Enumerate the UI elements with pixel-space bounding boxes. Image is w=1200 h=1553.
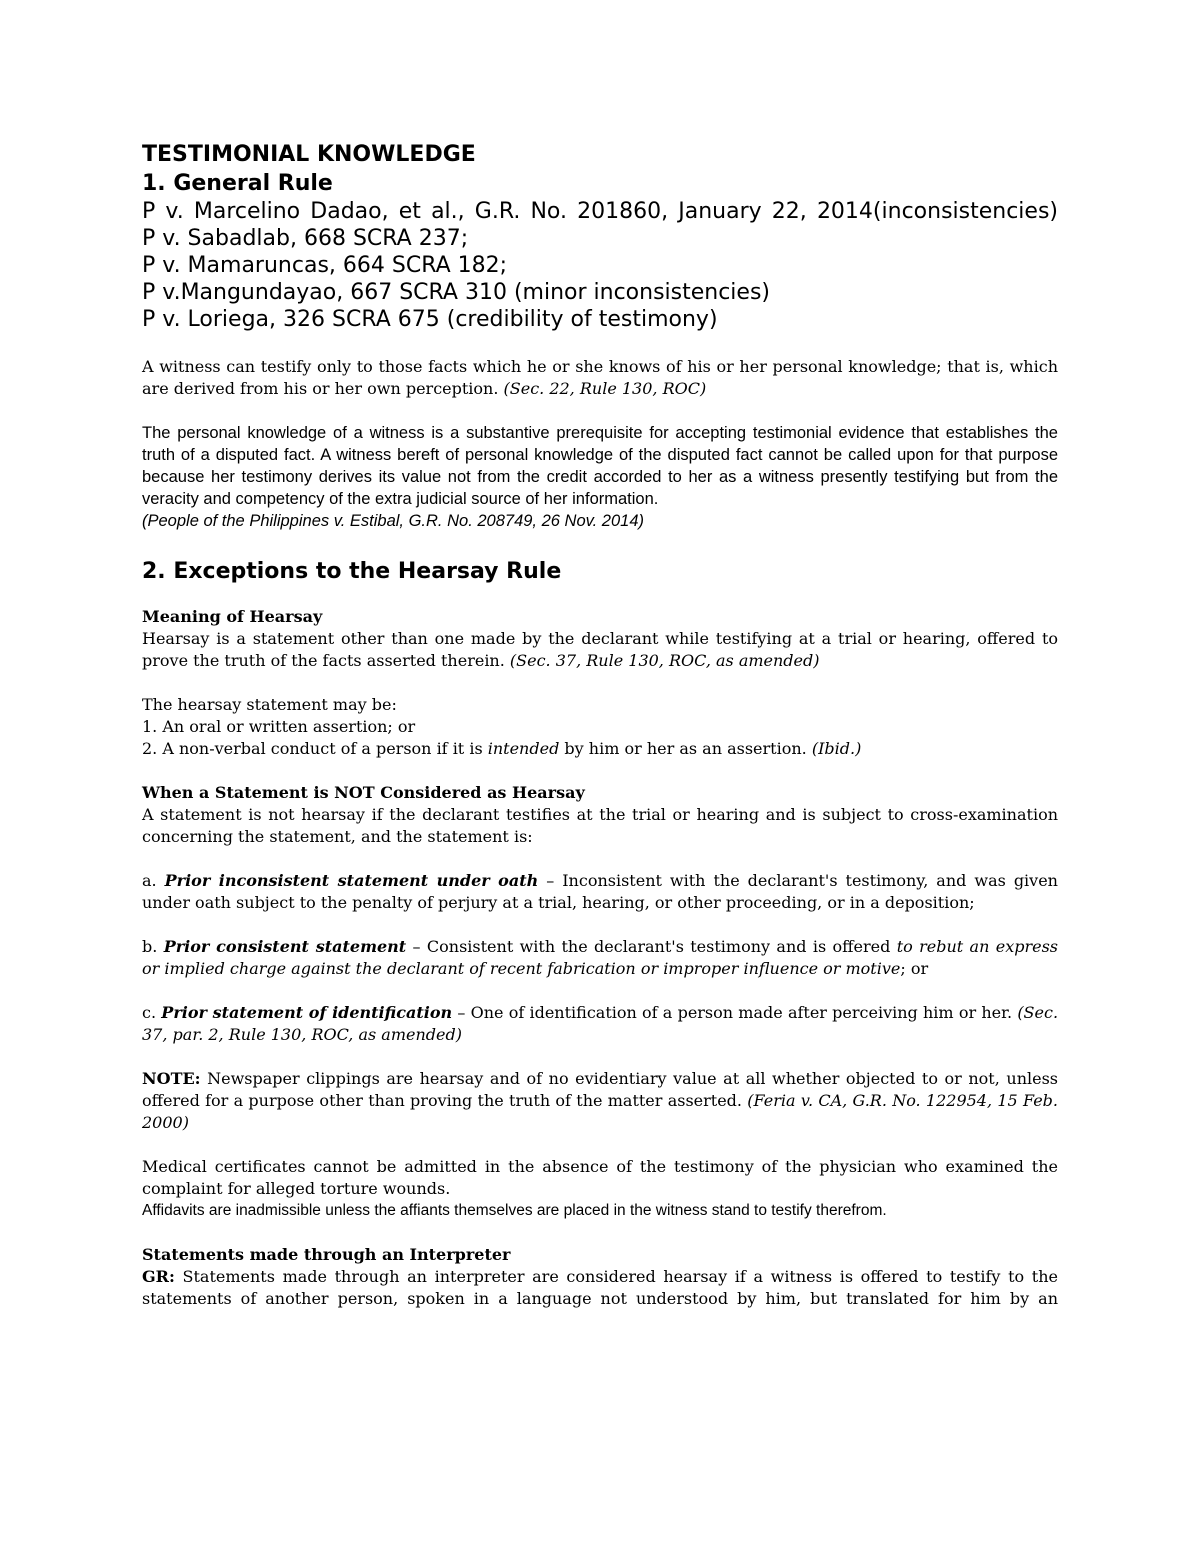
- spacer: [142, 532, 1058, 558]
- citation: (Sec. 22, Rule 130, ROC): [503, 379, 707, 398]
- document-title: TESTIMONIAL KNOWLEDGE: [142, 142, 476, 167]
- spacer: [142, 1222, 1058, 1244]
- case-citation: P v. Marcelino Dadao, et al., G.R. No. 201860, January 22, 2014(inconsistencies): [142, 199, 1058, 224]
- note-paragraph: NOTE: Newspaper clippings are hearsay and of no evidentiary value at all whether objected to or not, unless offered for a purpose other than proving the truth of the matter asserted. (Feria v. CA, G.R. No. 122954, 15 Feb. 2000): [142, 1069, 1059, 1132]
- spacer: [142, 848, 1058, 870]
- document-page: [142, 140, 1058, 1310]
- paragraph-meaning: Hearsay is a statement other than one made by the declarant while testifying at a trial or hearing, offered to prove the truth of the facts asserted therein. (Sec. 37, Rule 130, ROC, as amended): [142, 629, 1058, 670]
- spacer: [142, 1046, 1058, 1068]
- paragraph-personal-knowledge: A witness can testify only to those facts which he or she knows of his or her personal knowledge; that is, which are derived from his or her own perception. (Sec. 22, Rule 130, ROC): [142, 357, 1058, 398]
- paragraph-not-hearsay: A statement is not hearsay if the declarant testifies at the trial or hearing and is subject to cross-examination concerning the statement, and the statement is:: [142, 805, 1058, 846]
- citation: (People of the Philippines v. Estibal, G.R. No. 208749, 26 Nov. 2014): [142, 512, 645, 530]
- citation: (Sec. 37, par. 2, Rule 130, ROC, as amended): [142, 1003, 1059, 1044]
- spacer: [142, 672, 1058, 694]
- section-heading-general-rule: 1. General Rule: [142, 171, 333, 196]
- spacer: [142, 914, 1058, 936]
- section-heading-exceptions: 2. Exceptions to the Hearsay Rule: [142, 559, 562, 584]
- statement-type-item: 1. An oral or written assertion; or: [142, 717, 416, 736]
- case-citation: P v. Mamaruncas, 664 SCRA 182;: [142, 253, 508, 278]
- term: Prior statement of identification: [161, 1003, 453, 1022]
- term: Prior inconsistent statement under oath: [164, 871, 539, 890]
- case-citation: P v. Loriega, 326 SCRA 675 (credibility of testimony): [142, 307, 718, 332]
- subheading-not-hearsay: When a Statement is NOT Considered as Hearsay: [142, 783, 585, 802]
- case-list: [142, 198, 1058, 333]
- citation: (Ibid.): [811, 739, 862, 758]
- spacer: [142, 333, 1058, 356]
- case-citation: P v. Sabadlab, 668 SCRA 237;: [142, 226, 469, 251]
- spacer: [142, 1134, 1058, 1156]
- spacer: [142, 586, 1058, 606]
- statement-types-intro: The hearsay statement may be:: [142, 695, 397, 714]
- paragraph-interpreter-gr: GR: Statements made through an interpreter are considered hearsay if a witness is offered to testify to the statements of another person, spoken in a language not understood by him, but translated for him by an: [142, 1267, 1058, 1308]
- spacer: [142, 980, 1058, 1002]
- paragraph-medical-certificates: Medical certificates cannot be admitted in the absence of the testimony of the physician who examined the complaint for alleged torture wounds.: [142, 1157, 1058, 1198]
- term: Prior consistent statement: [163, 937, 407, 956]
- note-label: NOTE:: [142, 1069, 201, 1088]
- case-citation: P v.Mangundayao, 667 SCRA 310 (minor inconsistencies): [142, 280, 770, 305]
- spacer: [142, 760, 1058, 782]
- citation: (Sec. 37, Rule 130, ROC, as amended): [509, 651, 820, 670]
- gr-label: GR:: [142, 1267, 175, 1286]
- paragraph-substantive-prerequisite: The personal knowledge of a witness is a substantive prerequisite for accepting testimonial evidence that establishes the truth of a disputed fact. A witness bereft of personal knowledge of the disputed fact cannot be called upon for that purpose because her testimony derives its value not from the credit accorded to her as a witness presently testifying but from the veracity and competency of the extra judicial source of her information. (People of the Philippines v. Estibal, G.R. No. 208749, 26 Nov. 2014): [142, 424, 1058, 530]
- subheading-meaning-of-hearsay: Meaning of Hearsay: [142, 607, 323, 626]
- subheading-interpreter: Statements made through an Interpreter: [142, 1245, 511, 1264]
- list-item-c: c. Prior statement of identification – One of identification of a person made after perceiving him or her. (Sec. 37, par. 2, Rule 130, ROC, as amended): [142, 1003, 1059, 1044]
- list-item-a: a. Prior inconsistent statement under oath – Inconsistent with the declarant's testimony, and was given under oath subject to the penalty of perjury at a trial, hearing, or other proceeding, or in a deposition;: [142, 871, 1058, 912]
- statement-type-item: 2. A non-verbal conduct of a person if it is intended by him or her as an assertion. (Ibid.): [142, 739, 862, 758]
- citation: (Feria v. CA, G.R. No. 122954, 15 Feb. 2000): [142, 1091, 1059, 1132]
- list-item-b: b. Prior consistent statement – Consistent with the declarant's testimony and is offered to rebut an express or implied charge against the declarant of recent fabrication or improper influence or motive; or: [142, 937, 1059, 978]
- paragraph-affidavits: Affidavits are inadmissible unless the affiants themselves are placed in the witness stand to testify therefrom.: [142, 1202, 887, 1219]
- spacer: [142, 400, 1058, 422]
